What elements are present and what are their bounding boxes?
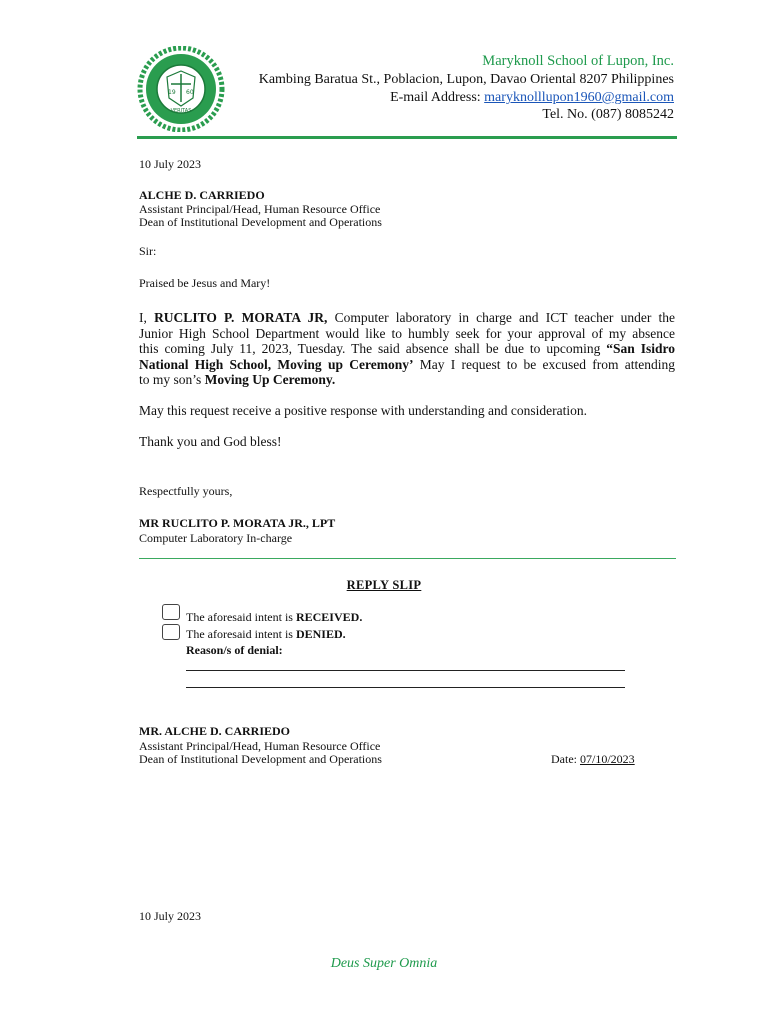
body-paragraph-3: Thank you and God bless! — [139, 434, 282, 449]
reply-slip-title: REPLY SLIP — [346, 578, 422, 592]
body-paragraph-1 — [139, 310, 675, 388]
body-line: I, RUCLITO P. MORATA JR, Computer laboratory in charge and ICT teacher under the — [139, 310, 675, 325]
sender-title: Computer Laboratory In-charge — [139, 531, 293, 545]
svg-text:19: 19 — [168, 89, 176, 96]
body-line: National High School, Moving up Ceremony’ May I request to be excused from attending — [139, 356, 675, 372]
recipient-name: ALCHE D. CARRIEDO — [139, 188, 265, 202]
signer-name: MR. ALCHE D. CARRIEDO — [139, 724, 291, 738]
signer-title-1: Assistant Principal/Head, Human Resource Office — [139, 739, 381, 753]
recipient-title-2: Dean of Institutional Development and Operations — [139, 215, 382, 229]
date-label: Date: — [551, 752, 580, 766]
closing: Respectfully yours, — [139, 484, 233, 498]
school-address: Kambing Baratua St., Poblacion, Lupon, Davao Oriental 8207 Philippines — [258, 72, 674, 87]
received-checkbox[interactable] — [162, 604, 180, 620]
received-option-label: The aforesaid intent is RECEIVED. — [186, 610, 363, 624]
email-label: E-mail Address: — [390, 90, 485, 105]
footer-motto: Deus Super Omnia — [330, 956, 438, 971]
denial-reason-label: Reason/s of denial: — [186, 643, 283, 657]
greeting: Praised be Jesus and Mary! — [139, 276, 271, 290]
denied-option-label: The aforesaid intent is DENIED. — [186, 627, 346, 641]
letter-date: 10 July 2023 — [139, 157, 202, 171]
svg-text:60: 60 — [186, 89, 194, 96]
signer-title-2: Dean of Institutional Development and Operations — [139, 752, 382, 766]
email-line — [390, 90, 674, 106]
bottom-date: 10 July 2023 — [139, 909, 202, 923]
telephone-number: Tel. No. (087) 8085242 — [542, 107, 674, 122]
email-link[interactable]: maryknolllupon1960@gmail.com — [484, 90, 674, 105]
date-value: 07/10/2023 — [580, 752, 635, 766]
reason-line-1[interactable] — [186, 670, 625, 671]
body-line: this coming July 11, 2023, Tuesday. The said absence shall be due to upcoming “San Isidro — [139, 341, 676, 356]
denied-checkbox[interactable] — [162, 624, 180, 640]
svg-text:VERITAS: VERITAS — [170, 108, 192, 114]
school-name: Maryknoll School of Lupon, Inc. — [482, 53, 674, 69]
salutation: Sir: — [139, 244, 157, 258]
section-divider — [139, 558, 676, 559]
reply-date — [551, 753, 635, 766]
body-line: Junior High School Department would like to humbly seek for your approval of my absence — [139, 325, 675, 341]
reason-line-2[interactable] — [186, 687, 625, 688]
header-divider — [137, 136, 677, 139]
body-line: to my son’s Moving Up Ceremony. — [139, 372, 336, 387]
school-logo — [137, 46, 225, 132]
recipient-title-1: Assistant Principal/Head, Human Resource Office — [139, 202, 381, 216]
body-paragraph-2: May this request receive a positive response with understanding and consideration. — [139, 403, 588, 418]
sender-name: MR RUCLITO P. MORATA JR., LPT — [139, 516, 336, 530]
